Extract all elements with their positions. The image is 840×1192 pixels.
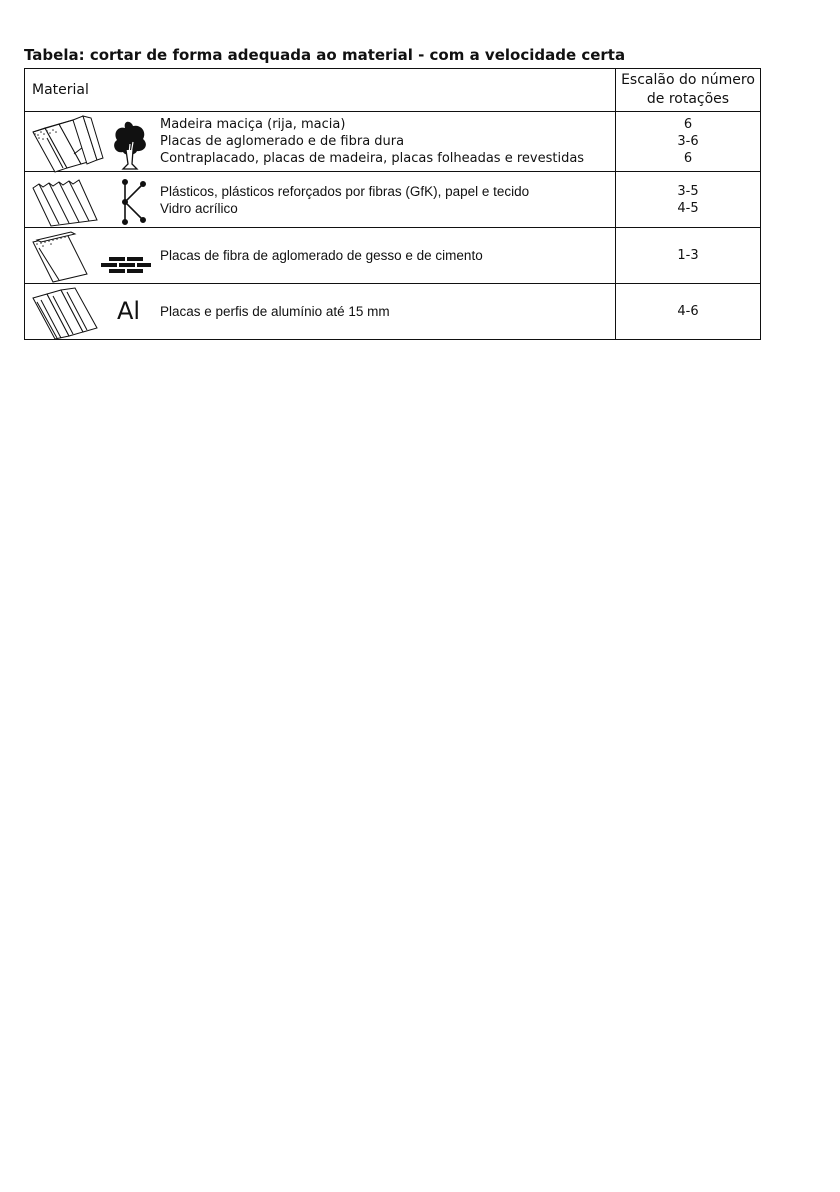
speed-value: 4-6	[677, 304, 699, 319]
aluminium-symbol: Al	[117, 297, 141, 325]
material-cell-aluminium	[25, 284, 616, 340]
table-row	[25, 112, 761, 172]
aluminium-profile-icon	[25, 284, 155, 339]
gypsum-cement-brick-icon	[25, 228, 155, 283]
wood-tree-icon	[25, 114, 155, 169]
material-text: Placas de aglomerado e de fibra dura	[160, 134, 405, 149]
material-text: Placas e perfis de alumínio até 15 mm	[160, 304, 390, 319]
table-header-row	[25, 69, 761, 112]
header-speed-line2: de rotações	[646, 91, 730, 107]
speed-cell-aluminium	[616, 284, 761, 340]
material-speed-table	[24, 68, 761, 340]
speed-value: 3-5	[677, 183, 699, 199]
speed-value: 3-6	[677, 134, 699, 149]
speed-cell-plastic	[616, 172, 761, 228]
material-list	[155, 183, 529, 217]
plastic-k-icon	[25, 172, 155, 227]
material-list	[155, 247, 483, 264]
material-text: Madeira maciça (rija, macia)	[160, 117, 346, 132]
material-cell-wood	[25, 112, 616, 172]
table-title: Tabela: cortar de forma adequada ao material - com a velocidade certa	[24, 46, 626, 64]
speed-value: 1-3	[677, 248, 699, 263]
material-cell-plastic	[25, 172, 616, 228]
speed-value: 4-5	[677, 200, 699, 216]
speed-value: 6	[683, 151, 693, 166]
material-text: Placas de fibra de aglomerado de gesso e de cimento	[160, 248, 483, 263]
header-material: Material	[25, 69, 616, 112]
table-row	[25, 284, 761, 340]
table-row	[25, 228, 761, 284]
table-row	[25, 172, 761, 228]
material-list	[155, 116, 584, 167]
speed-cell-wood	[616, 112, 761, 172]
material-list	[155, 303, 390, 320]
material-text: Plásticos, plásticos reforçados por fibras (GfK), papel e tecido	[160, 183, 530, 199]
speed-cell-gypsum	[616, 228, 761, 284]
material-text: Contraplacado, placas de madeira, placas folheadas e revestidas	[160, 151, 585, 166]
material-text: Vidro acrílico	[160, 200, 238, 216]
speed-value: 6	[683, 117, 693, 132]
header-speed-line1: Escalão do número	[621, 72, 755, 88]
material-cell-gypsum	[25, 228, 616, 284]
header-speed	[616, 69, 761, 112]
